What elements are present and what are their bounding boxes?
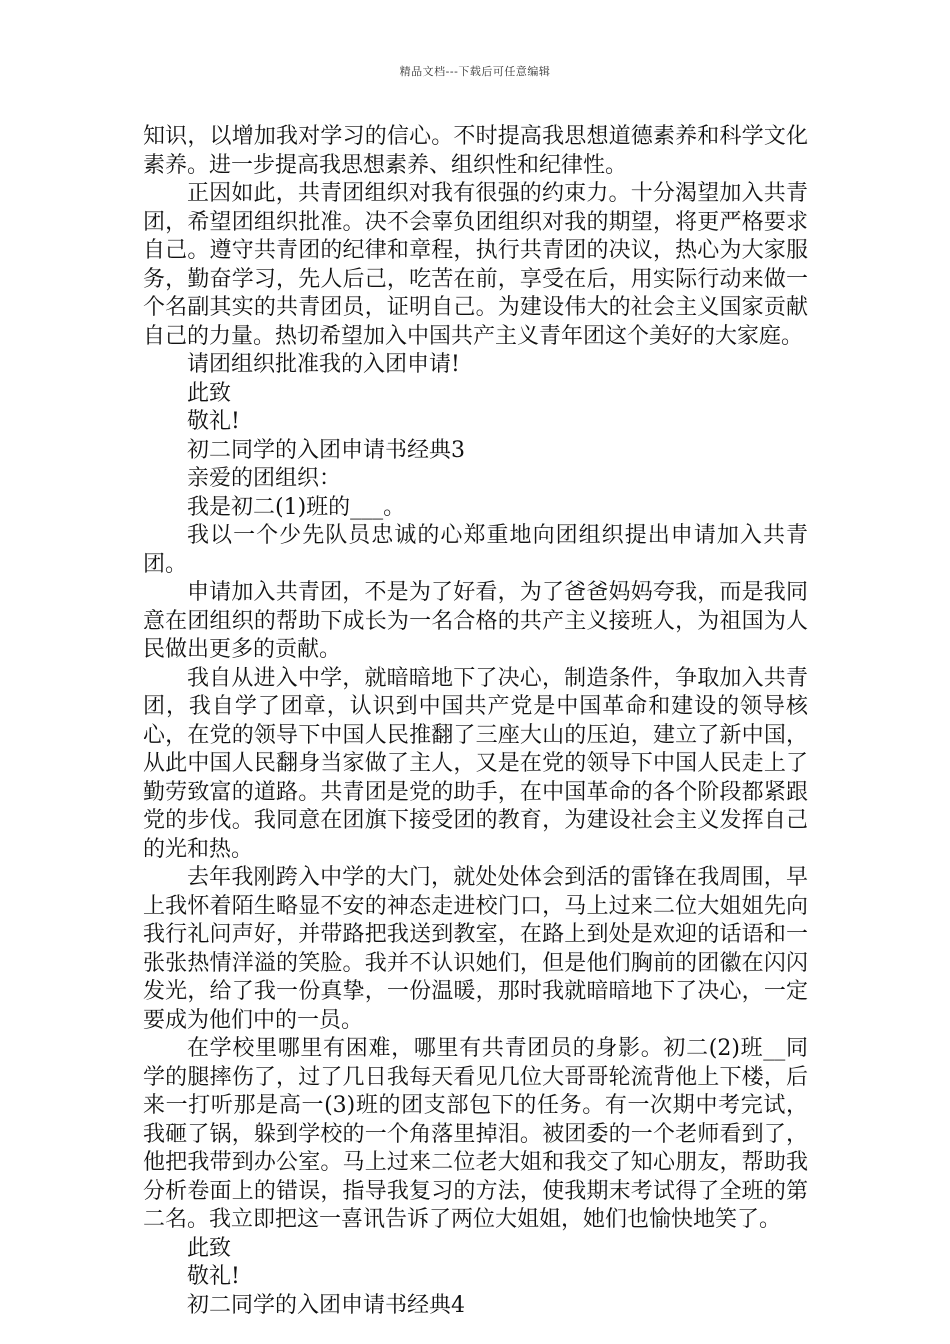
paragraph: 我以一个少先队员忠诚的心郑重地向团组织提出申请加入共青团。 xyxy=(143,523,808,577)
paragraph: 请团组织批准我的入团申请! xyxy=(187,352,460,377)
paragraph: 申请加入共青团，不是为了好看，为了爸爸妈妈夸我，而是我同意在团组织的帮助下成长为一名合格的共产主义接班人，为祖国为人民做出更多的贡献。 xyxy=(143,580,808,662)
salutation: 敬礼! xyxy=(187,409,240,434)
paragraph: 知识，以增加我对学习的信心。不时提高我思想道德素养和科学文化素养。进一步提高我思想素养、组织性和纪律性。 xyxy=(143,124,808,178)
document-body xyxy=(143,123,808,1320)
greeting: 亲爱的团组织： xyxy=(187,466,342,491)
paragraph: 在学校里哪里有困难，哪里有共青团员的身影。初二(2)班__同学的腿摔伤了，过了几日我每天看见几位大哥哥轮流背他上下楼，后来一打听那是高一(3)班的团支部包下的任务。有一次期中考完试，我砸了锅，躲到学校的一个角落里掉泪。被团委的一个老师看到了，他把我带到办公室。马上过来二位老大姐和我交了知心朋友，帮助我分析卷面上的错误，指导我复习的方法，使我期末考试得了全班的第二名。我立即把这一喜讯告诉了两位大姐姐，她们也愉快地笑了。 xyxy=(143,1036,808,1232)
salutation: 敬礼! xyxy=(187,1264,240,1289)
paragraph: 我是初二(1)班的___。 xyxy=(187,494,406,520)
page-header: 精品文档---下载后可任意编辑 xyxy=(399,65,551,78)
paragraph: 去年我刚跨入中学的大门，就处处体会到活的雷锋在我周围，早上我怀着陌生略显不安的神态走进校门口，马上过来二位大姐姐先向我行礼问声好，并带路把我送到教室，在路上到处是欢迎的话语和一张张热情洋溢的笑脸。我并不认识她们，但是他们胸前的团徽在闪闪发光，给了我一份真挚，一份温暖，那时我就暗暗地下了决心，一定要成为他们中的一员。 xyxy=(143,865,808,1033)
section-title: 初二同学的入团申请书经典3 xyxy=(187,437,465,463)
section-title: 初二同学的入团申请书经典4 xyxy=(187,1292,465,1318)
salutation: 此致 xyxy=(187,380,232,406)
salutation: 此致 xyxy=(187,1235,232,1261)
paragraph: 我自从进入中学，就暗暗地下了决心，制造条件，争取加入共青团，我自学了团章，认识到中国共产党是中国革命和建设的领导核心，在党的领导下中国人民推翻了三座大山的压迫，建立了新中国，从此中国人民翻身当家做了主人，又是在党的领导下中国人民走上了勤劳致富的道路。共青团是党的助手，在中国革命的各个阶段都紧跟党的步伐。我同意在团旗下接受团的教育，为建设社会主义发挥自己的光和热。 xyxy=(143,665,808,862)
paragraph: 正因如此，共青团组织对我有很强的约束力。十分渴望加入共青团，希望团组织批准。决不会辜负团组织对我的期望，将更严格要求自己。遵守共青团的纪律和章程，执行共青团的决议，热心为大家服务，勤奋学习，先人后己，吃苦在前，享受在后，用实际行动来做一个名副其实的共青团员，证明自己。为建设伟大的社会主义国家贡献自己的力量。热切希望加入中国共产主义青年团这个美好的大家庭。 xyxy=(143,181,808,349)
